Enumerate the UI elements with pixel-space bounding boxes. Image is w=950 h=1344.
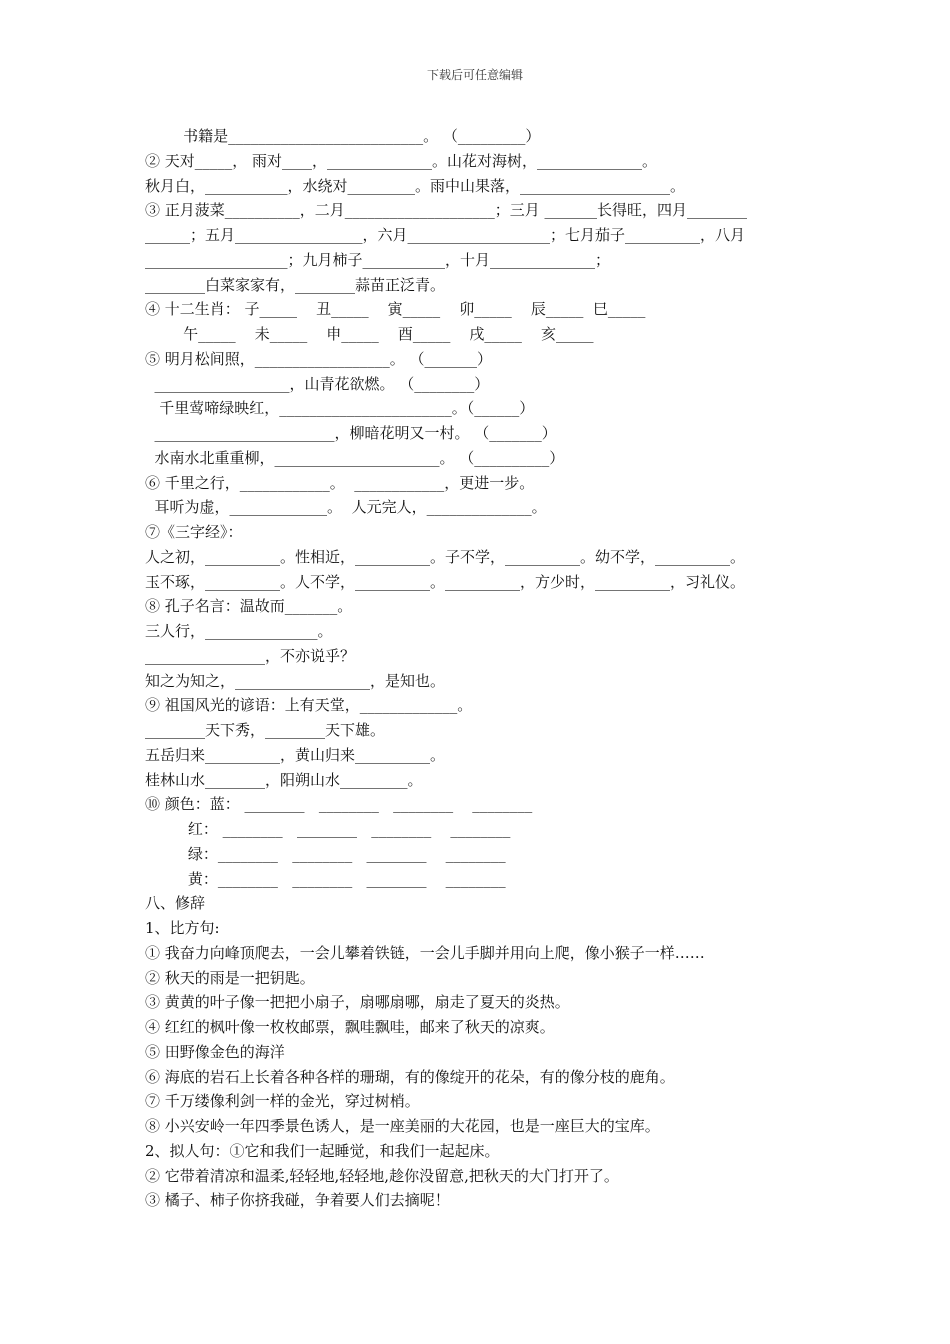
text-line: 三人行，_______________。 [145, 622, 333, 640]
text-line: ③ 正月菠菜__________，二月____________________；三月 _______长得旺，四月________ [145, 201, 748, 220]
text-line: 千里莺啼绿映红，_______________________。（______） [145, 399, 535, 418]
text-line: ② 天对_____， 雨对____，______________。山花对海树，______________。 [145, 151, 658, 170]
text-line: ______；五月_________________，六月___________________；七月茄子__________，八月 [145, 226, 746, 244]
text-line: ⑥ 千里之行，____________。 ____________，更进一步。 [145, 473, 535, 492]
page-header: 下载后可任意编辑 [426, 68, 523, 82]
text-line: 秋月白，___________，水绕对_________。雨中山果落，____________________。 [145, 176, 686, 195]
text-line: 人之初，__________。性相近，__________。子不学，__________。幼不学，__________。 [145, 547, 746, 566]
text-line: 绿：________ ________ ________ ________ [145, 844, 506, 863]
text-line: ________天下秀，________天下雄。 [145, 721, 386, 739]
text-line: 玉不琢，__________。人不学，__________。__________，方少时，__________，习礼仪。 [145, 572, 746, 591]
text-line: ⑩ 颜色：蓝： ________ ________ ________ ________ [145, 795, 533, 814]
text-line: ④ 十二生肖： 子_____ 丑_____ 寅_____ 卯_____ 辰_____ 巳_____ [145, 300, 646, 319]
text-line: ___________________；九月柿子___________，十月______________； [145, 250, 611, 269]
text-line: 午_____ 未_____ 申_____ 酉_____ 戌_____ 亥_____ [145, 325, 594, 343]
text-line: 2、拟人句：①它和我们一起睡觉，和我们一起起床。 [145, 1141, 500, 1160]
text-line: __________________，山青花欲燃。 （________） [145, 374, 490, 393]
text-line: 五岳归来__________，黄山归来__________。 [145, 745, 446, 764]
text-line: ③ 黄黄的叶子像一把把小扇子，扇哪扇哪，扇走了夏天的炎热。 [145, 993, 570, 1012]
text-line: ④ 红红的枫叶像一枚枚邮票，飘哇飘哇，邮来了秋天的凉爽。 [145, 1018, 555, 1036]
text-line: ② 它带着清凉和温柔,轻轻地,轻轻地,趁你没留意,把秋天的大门打开了。 [145, 1166, 619, 1185]
text-line: 桂林山水________，阳朔山水_________。 [145, 770, 423, 789]
text-line: 知之为知之，__________________，是知也。 [145, 671, 446, 690]
text-line: ⑧ 孔子名言：温故而_______。 [145, 597, 353, 616]
text-line: 八、修辞 [145, 894, 206, 913]
text-line: ⑦《三字经》： [145, 523, 243, 541]
text-line: ________白菜家家有，________蒜苗正泛青。 [145, 275, 446, 294]
text-line: 黄：________ ________ ________ ________ [145, 869, 506, 888]
text-line: 耳听为虚，_____________。 人元完人，______________。 [145, 498, 547, 517]
text-line: ⑤ 明月松间照，__________________。 （_______） [145, 349, 493, 368]
worksheet-body [145, 124, 825, 1213]
text-line: 1、比方句: [145, 919, 220, 937]
text-line: 红： ________ ________ ________ ________ [145, 820, 511, 838]
text-line: ⑤ 田野像金色的海洋 [145, 1042, 285, 1061]
text-line: ③ 橘子、柿子你挤我碰，争着要人们去摘呢！ [145, 1191, 450, 1210]
text-line: ② 秋天的雨是一把钥匙。 [145, 968, 315, 987]
text-line: ① 我奋力向峰顶爬去，一会儿攀着铁链，一会儿手脚并用向上爬，像小猴子一样…… [145, 943, 705, 962]
text-line: ⑧ 小兴安岭一年四季景色诱人，是一座美丽的大花园，也是一座巨大的宝库。 [145, 1117, 660, 1135]
text-line: ________________________，柳暗花明又一村。 （_______） [145, 424, 557, 442]
text-line: 水南水北重重柳，______________________。 （__________） [145, 448, 565, 467]
text-line: 书籍是__________________________。 （_________） [145, 127, 541, 145]
text-line: ________________，不亦说乎？ [145, 646, 356, 665]
text-line: ⑥ 海底的岩石上长着各种各样的珊瑚，有的像绽开的花朵，有的像分枝的鹿角。 [145, 1067, 675, 1086]
text-line: ⑦ 千万缕像利剑一样的金光，穿过树梢。 [145, 1092, 420, 1111]
text-line: ⑨ 祖国风光的谚语：上有天堂，_____________。 [145, 696, 473, 715]
